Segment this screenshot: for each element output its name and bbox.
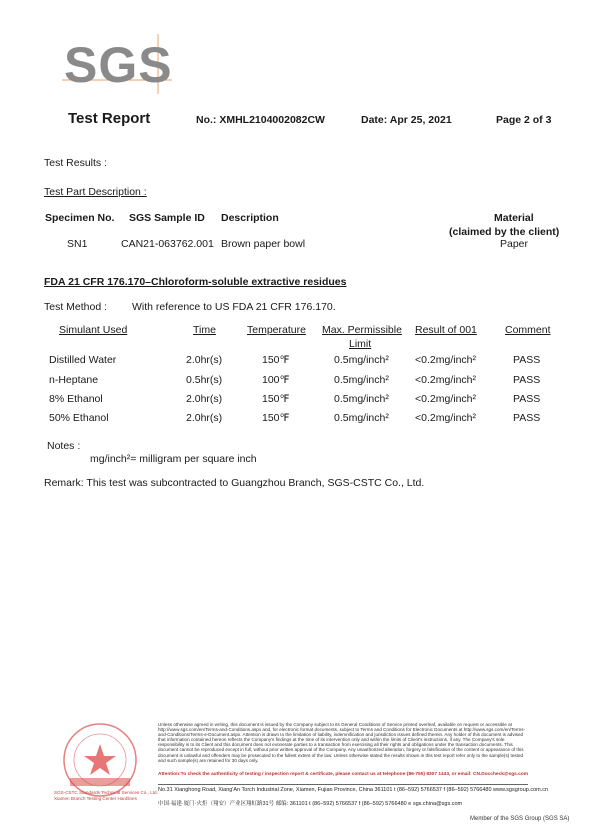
test-method-value: With reference to US FDA 21 CFR 176.170.	[132, 301, 336, 313]
time-cell: 2.0hr(s)	[186, 393, 223, 405]
result-cell: <0.2mg/inch²	[415, 374, 476, 386]
temperature-cell: 150℉	[262, 354, 290, 366]
footer-divider	[158, 784, 528, 785]
col-time: Time	[193, 324, 216, 336]
specimen-cell: SN1	[67, 238, 88, 250]
comment-cell: PASS	[513, 354, 541, 366]
limit-cell: 0.5mg/inch²	[334, 354, 389, 366]
description-cell: Brown paper bowl	[221, 238, 306, 250]
col-material-claimed: (claimed by the client)	[449, 226, 560, 238]
temperature-cell: 100℉	[262, 374, 290, 386]
temperature-cell: 150℉	[262, 393, 290, 405]
col-material: Material	[494, 212, 534, 224]
page-number: Page 2 of 3	[496, 114, 552, 126]
col-max-limit: Max. Permissible	[322, 324, 402, 336]
test-results-label: Test Results :	[44, 157, 108, 169]
comment-cell: PASS	[513, 393, 541, 405]
temperature-cell: 150℉	[262, 412, 290, 424]
limit-cell: 0.5mg/inch²	[334, 393, 389, 405]
section-title: FDA 21 CFR 176.170–Chloroform-soluble extractive residues	[44, 276, 347, 288]
simulant-cell: 50% Ethanol	[49, 412, 109, 424]
stamp-text: SGS-CSTC Standards Technical Services Co., Ltd. Xiamen Branch Testing Center Hardlines	[54, 790, 158, 801]
simulant-cell: n-Heptane	[49, 374, 99, 386]
notes-line: mg/inch²= milligram per square inch	[90, 453, 257, 465]
limit-cell: 0.5mg/inch²	[334, 412, 389, 424]
footer-member: Member of the SGS Group (SGS SA)	[470, 816, 570, 822]
logo-text: SGS	[64, 37, 172, 93]
time-cell: 2.0hr(s)	[186, 412, 223, 424]
result-cell: <0.2mg/inch²	[415, 354, 476, 366]
time-cell: 2.0hr(s)	[186, 354, 223, 366]
result-cell: <0.2mg/inch²	[415, 393, 476, 405]
time-cell: 0.5hr(s)	[186, 374, 223, 386]
limit-cell: 0.5mg/inch²	[334, 374, 389, 386]
footer-address-en: No.31 Xianghong Road, Xiang'An Torch Industrial Zone, Xiamen, Fujian Province, China 361101 t (86–592) 5766537 f (86–592) 5766480 www.sgsgroup.com.cn	[158, 787, 549, 793]
remark: Remark: This test was subcontracted to Guangzhou Branch, SGS-CSTC Co., Ltd.	[44, 477, 425, 489]
comment-cell: PASS	[513, 374, 541, 386]
col-sgs-sample-id: SGS Sample ID	[129, 212, 205, 224]
col-simulant: Simulant Used	[59, 324, 128, 336]
col-max-limit-2: Limit	[349, 338, 372, 350]
report-number: No.: XMHL2104002082CW	[196, 114, 325, 126]
comment-cell: PASS	[513, 412, 541, 424]
col-specimen-no: Specimen No.	[45, 212, 115, 224]
test-part-label: Test Part Description :	[44, 186, 147, 198]
footer-attention: Attention:To check the authenticity of testing / inspection report & certificate, please contact us at telephone:(86-755) 8307 1443, or email: CN.Doccheck@sgs.com	[158, 772, 529, 777]
col-comment: Comment	[505, 324, 551, 336]
footer-address-cn: 中国·福建·厦门·火炬（翔安）产业区翔虹路31号 邮编: 361101 t (86–592) 5766537 f (86–592) 5766480 e sgs.china@sgs.com	[158, 801, 463, 807]
sgs-logo	[62, 34, 172, 99]
col-temperature: Temperature	[247, 324, 306, 336]
notes-label: Notes :	[47, 440, 81, 452]
result-cell: <0.2mg/inch²	[415, 412, 476, 424]
test-method-label: Test Method :	[44, 301, 108, 313]
report-date: Date: Apr 25, 2021	[361, 114, 452, 126]
col-result: Result of 001	[415, 324, 477, 336]
report-title: Test Report	[68, 110, 151, 127]
footer-disclaimer: Unless otherwise agreed in writing, this document is issued by the Company subject to its General Conditions of Service printed overleaf, available on request or accessible at http://www.sgs.com/en/Terms-and-Conditions.aspx and, for electronic format documents, subject to Terms and Conditions for Electronic Documents at http://www.sgs.com/en/Terms-and-Conditions/Terms-e-Document.aspx. Attention is drawn to the limitation of liability, indemnification and jurisdiction issues defined therein. Any holder of this document is advised that information contained hereon reflects the Company's findings at the time of its intervention only and within the limits of Client's instructions, if any. The Company's sole responsibility is to its Client and this document does not exonerate parties to a transaction from exercising all their rights and obligations under the transaction documents. This document cannot be reproduced except in full, without prior written approval of the Company. Any unauthorized alteration, forgery or falsification of the content or appearance of this document is unlawful and offenders may be prosecuted to the fullest extent of the law. Unless otherwise stated the results shown in this test report refer only to the sample(s) tested and such sample(s) are retained for 30 days only.	[158, 722, 526, 763]
simulant-cell: 8% Ethanol	[49, 393, 103, 405]
material-cell: Paper	[500, 238, 529, 250]
col-description: Description	[221, 212, 279, 224]
simulant-cell: Distilled Water	[49, 354, 117, 366]
sample-id-cell: CAN21-063762.001	[121, 238, 214, 250]
